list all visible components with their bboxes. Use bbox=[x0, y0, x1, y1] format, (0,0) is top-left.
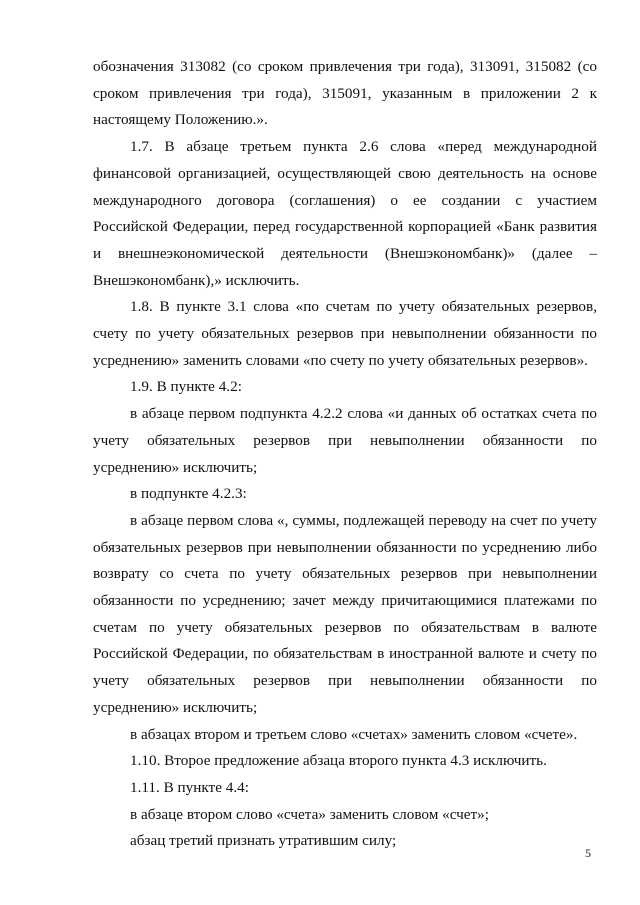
page-number: 5 bbox=[585, 846, 591, 860]
paragraph-item-1-8: 1.8. В пункте 3.1 слова «по счетам по учету обязательных резервов, счету по учету обязательных резервов при невыполнении обязанности по усреднению» заменить словами «по счету по учету обязательных резервов». bbox=[93, 298, 597, 369]
paragraph-item-1-10: 1.10. Второе предложение абзаца второго пункта 4.3 исключить. bbox=[130, 752, 547, 770]
paragraph-subpoint-4-2-3-second-third: в абзацах втором и третьем слово «счетах» заменить словом «счете». bbox=[130, 725, 578, 743]
paragraph-4-4-second: в абзаце втором слово «счета» заменить словом «счет»; bbox=[130, 805, 489, 823]
paragraph-subpoint-4-2-3-heading: в подпункте 4.2.3: bbox=[130, 485, 247, 503]
document-body bbox=[93, 54, 597, 855]
paragraph-subpoint-4-2-2: в абзаце первом подпункта 4.2.2 слова «и данных об остатках счета по учету обязательных резервов при невыполнении обязанности по усреднению» исключить; bbox=[93, 405, 597, 476]
paragraph-4-4-third: абзац третий признать утратившим силу; bbox=[130, 832, 397, 850]
paragraph-item-1-9: 1.9. В пункте 4.2: bbox=[130, 378, 242, 396]
paragraph-continuation: обозначения 313082 (со сроком привлечения три года), 313091, 315082 (со сроком привлечения три года), 315091, указанным в приложении 2 к настоящему Положению.». bbox=[93, 58, 597, 129]
paragraph-item-1-11: 1.11. В пункте 4.4: bbox=[130, 778, 249, 796]
paragraph-subpoint-4-2-3-first: в абзаце первом слова «, суммы, подлежащей переводу на счет по учету обязательных резервов при невыполнении обязанности по усреднению либо возврату со счета по учету обязательных резервов при невыполнении обязанности по усреднению; зачет между причитающимися платежами по счетам по учету обязательных резервов по обязательствам в валюте Российской Федерации, по обязательствам в иностранной валюте и счету по учету обязательных резервов при невыполнении обязанности по усреднению» исключить; bbox=[93, 511, 597, 716]
paragraph-item-1-7: 1.7. В абзаце третьем пункта 2.6 слова «перед международной финансовой организацией, осуществляющей свою деятельность на основе международного договора (соглашения) о ее создании с участием Российской Федерации, перед государственной корпорацией «Банк развития и внешнеэкономической деятельности (Внешэкономбанк)» (далее – Внешэкономбанк),» исключить. bbox=[93, 138, 597, 289]
